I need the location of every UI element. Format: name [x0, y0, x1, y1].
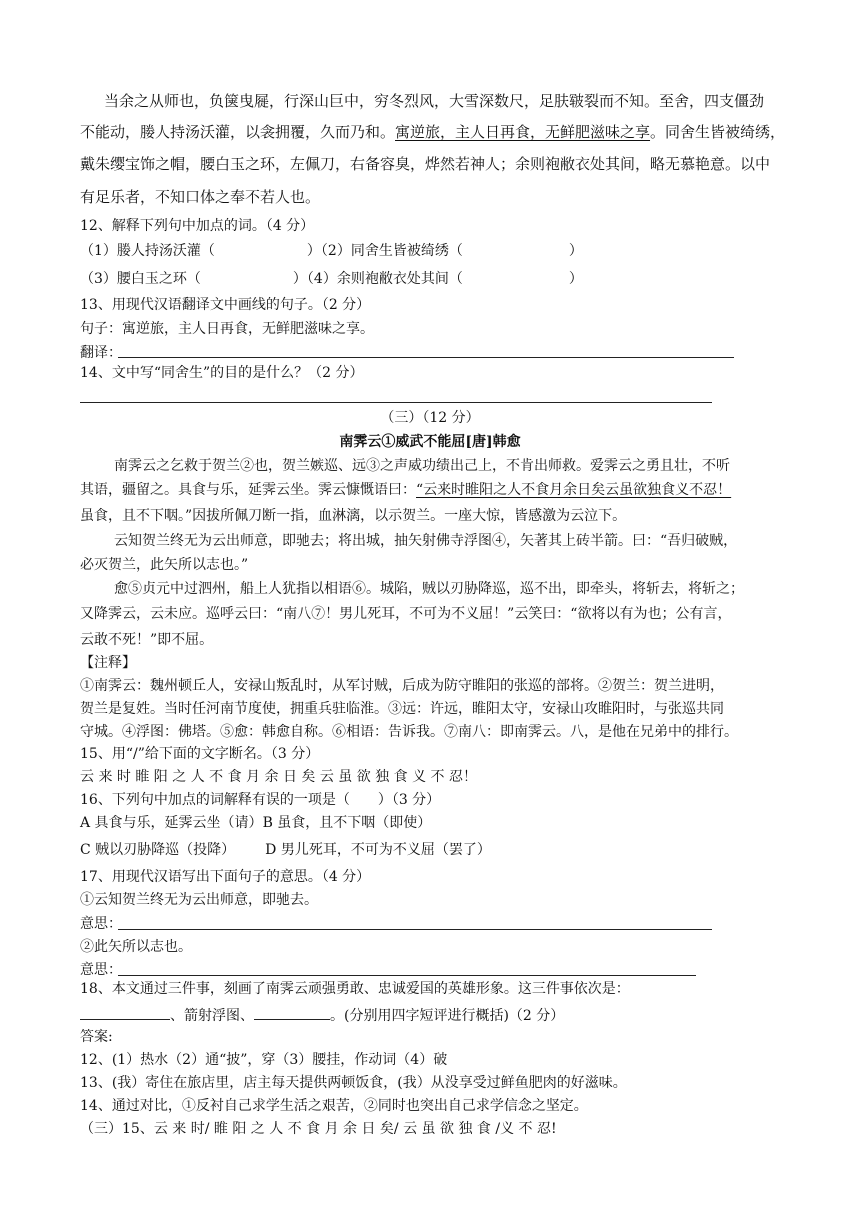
article-p3-line-2: 又降霁云，云未应。巡呼云曰：“南八⑦！男儿死耳，不可为不义屈！”云笑曰：“欲将以有为也；公有言， [80, 606, 732, 622]
q18-blanks [80, 1005, 564, 1025]
note-line-2: 贺兰是复姓。当时任河南节度使，拥重兵驻临淮。③远：许远，睢阳太守，安禄山攻睢阳时，与张巡共同 [80, 701, 724, 717]
passage-text: 。同舍生皆被绮绣， [650, 123, 786, 141]
q17-meaning-label-1: 意思： [80, 916, 122, 932]
q13-translation-label: 翻译： [80, 345, 122, 361]
q12-row-1 [80, 243, 583, 260]
q17-prompt: 17、用现代汉语写出下面句子的意思。（4 分） [80, 869, 371, 885]
q16-options-row-2 [80, 842, 491, 859]
q16-option-a: A 具食与乐，延霁云坐（请） [80, 815, 263, 831]
q12-prompt: 12、解释下列句中加点的词。（4 分） [80, 218, 315, 234]
q12-row-2 [80, 271, 583, 288]
q13-answer-line [118, 357, 734, 358]
q18-middle: 、箭射浮图、 [170, 1008, 254, 1024]
q12-item-2-end: ） [568, 243, 583, 259]
q12-item-3: （3）腰白玉之环（ [80, 271, 201, 287]
q16-prompt-text: 16、下列句中加点的词解释有误的一项是（ [80, 792, 350, 808]
answers-label: 答案: [80, 1029, 113, 1045]
q17-sentence-1: ①云知贺兰终无为云出师意，即驰去。 [80, 892, 318, 908]
q13-sentence: 句子：寓逆旅，主人日再食，无鲜肥滋味之享。 [80, 321, 374, 337]
q16-option-c: C 贼以刃胁降巡（投降） [80, 842, 236, 858]
q15-text: 云 来 时 睢 阳 之 人 不 食 月 余 日 矣 云 虽 欲 独 食 义 不 忍！ [80, 769, 478, 785]
note-line-1: ①南霁云：魏州顿丘人，安禄山叛乱时，从军讨贼，后成为防守睢阳的张巡的部将。②贺兰：贺兰进明， [80, 678, 724, 694]
note-line-3: 守城。④浮图：佛塔。⑤愈：韩愈自称。⑥相语：告诉我。⑦南八：即南霁云。八，是他在兄弟中的排行。 [80, 724, 738, 740]
q14-answer-line [80, 402, 712, 403]
q15-prompt: 15、用“/”给下面的文字断名。（3 分） [80, 746, 320, 762]
q12-item-2: ）（2）同舍生皆被绮绣（ [306, 243, 463, 259]
article-p1-line-3: 虽食，且不下咽。”因拔所佩刀断一指，血淋漓，以示贺兰。一座大惊，皆感激为云泣下。 [80, 508, 627, 524]
article-p1-line-1: 南霁云之乞救于贺兰②也，贺兰嫉巡、远③之声威功绩出己上，不肯出师救。爱霁云之勇且壮，不听 [114, 458, 730, 474]
article-p2-line-1: 云知贺兰终无为云出师意，即驰去；将出城，抽矢射佛寺浮图④，矢著其上砖半箭。曰：“吾归破贼， [114, 533, 738, 549]
article-p3-line-3: 云敢不死！”即不屈。 [80, 632, 214, 648]
notes-title: 【注释】 [80, 655, 136, 671]
article-title: 南霁云①威武不能屈[唐]韩愈 [339, 434, 521, 450]
passage-line-1: 当余之从师也，负箧曳屣，行深山巨中，穷冬烈风，大雪深数尺，足肤皲裂而不知。至舍，四支僵劲 [104, 92, 765, 110]
passage-text: 不能动，媵人持汤沃灌，以衾拥覆，久而乃和。 [80, 123, 396, 141]
article-p1-line-2 [80, 482, 731, 499]
q17-answer-line-2 [118, 975, 696, 976]
answer-12: 12、(1）热水（2）通“披”，穿（3）腰挂，作动词（4）破 [80, 1052, 448, 1068]
article-p3-line-1: 愈⑤贞元中过泗州，船上人犹指以相语⑥。城陷，贼以刃胁降巡，巡不出，即牵头，将斩去，将斩之； [114, 581, 744, 597]
article-text: 其语，疆留之。具食与乐，延霁云坐。霁云慷慨语曰： [80, 482, 416, 498]
underlined-sentence: 寓逆旅，主人日再食，无鲜肥滋味之享 [395, 123, 651, 141]
q18-tail: 。(分别用四字短评进行概括)（2 分） [330, 1008, 565, 1024]
q17-meaning-label-2: 意思： [80, 962, 122, 978]
q16-option-b: B 虽食，且不下咽（即使） [262, 815, 432, 831]
q16-prompt [80, 792, 440, 809]
q13-prompt: 13、用现代汉语翻译文中画线的句子。（2 分） [80, 297, 371, 313]
q16-options-row-1 [80, 815, 431, 832]
underlined-sentence: “云来时睢阳之人不食月余日矣云虽欲独食义不忍！ [416, 482, 732, 498]
answer-13: 13、(我）寄住在旅店里，店主每天提供两顿饭食，(我）从没享受过鲜鱼肥肉的好滋味。 [80, 1075, 627, 1091]
passage-line-3: 戴朱缨宝饰之帽，腰白玉之环，左佩刀，右备容臭，烨然若神人；余则袍敝衣处其间，略无慕艳意。以中 [80, 155, 771, 173]
q12-item-4: ）（4）余则袍敝衣处其间（ [292, 271, 463, 287]
q12-item-1: （1）媵人持汤沃灌（ [80, 243, 215, 259]
section-heading: （三）（12 分） [380, 410, 480, 426]
q16-option-d: D 男儿死耳，不可为不义屈（罢了） [265, 842, 491, 858]
q17-answer-line-1 [118, 929, 712, 930]
q14-prompt: 14、文中写“同舍生”的目的是什么？（2 分） [80, 365, 364, 381]
article-p2-line-2: 必灭贺兰，此矢所以志也。” [80, 557, 249, 573]
passage-line-2 [80, 123, 785, 141]
q16-prompt-end: ）（3 分） [377, 792, 441, 808]
answer-15: （三）15、云 来 时/ 睢 阳 之 人 不 食 月 余 日 矣/ 云 虽 欲 独 食 /义 不 忍! [80, 1121, 557, 1137]
q12-item-4-end: ） [568, 271, 583, 287]
answer-14: 14、通过对比，①反衬自己求学生活之艰苦，②同时也突出自己求学信念之坚定。 [80, 1098, 588, 1114]
q17-sentence-2: ②此矢所以志也。 [80, 939, 192, 955]
q18-prompt: 18、本文通过三件事，刻画了南霁云顽强勇敢、忠诚爱国的英雄形象。这三件事依次是： [80, 981, 630, 997]
passage-line-4: 有足乐者，不知口体之奉不若人也。 [80, 188, 321, 206]
